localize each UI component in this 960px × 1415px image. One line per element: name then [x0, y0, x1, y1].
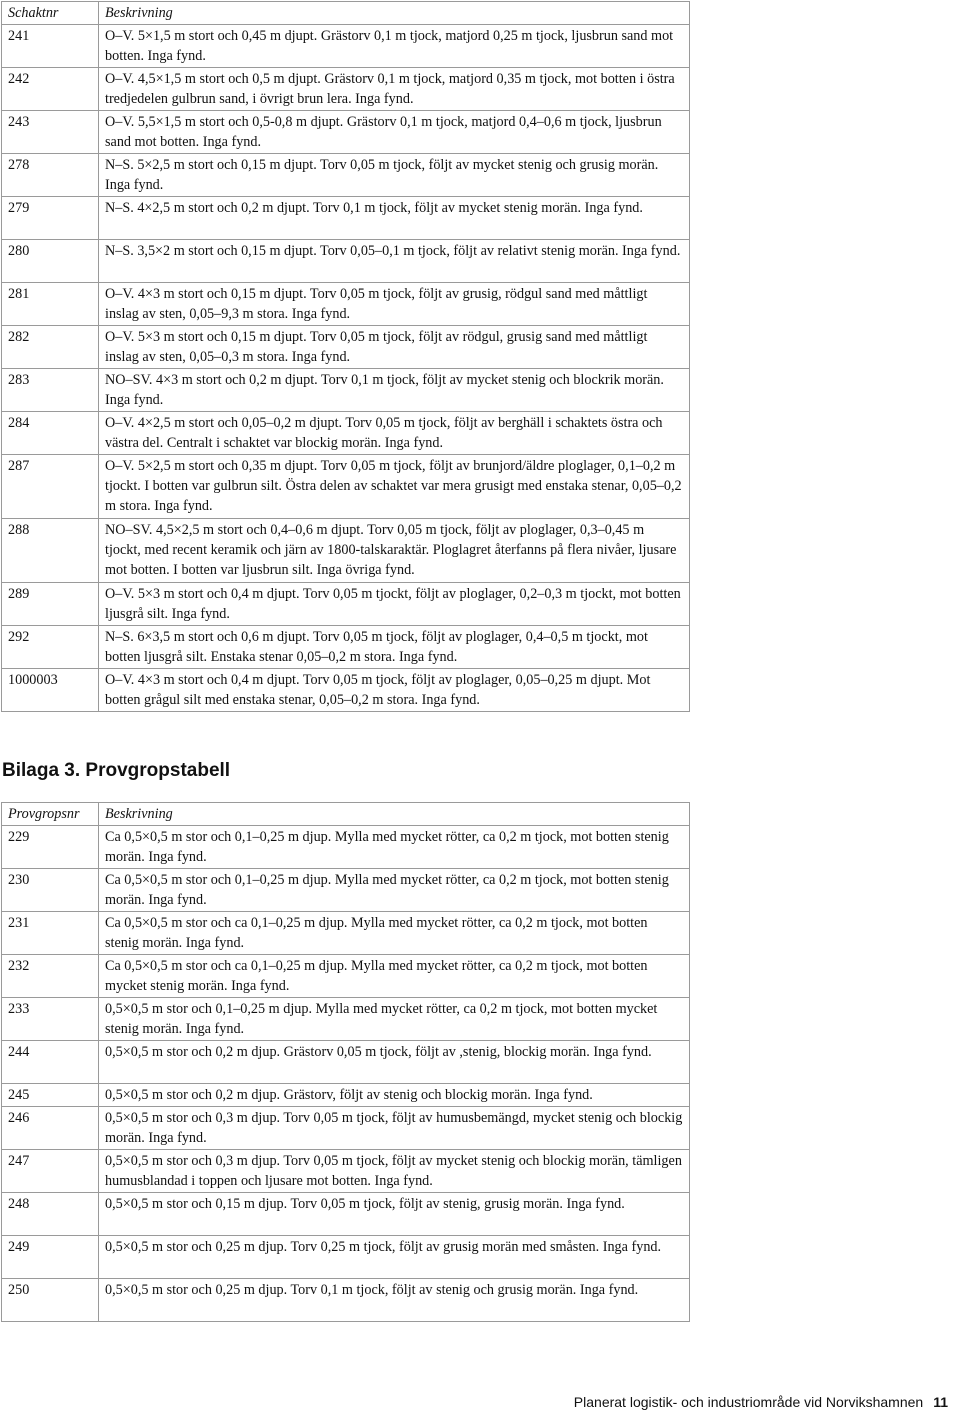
- test-pit-description: 0,5×0,5 m stor och 0,25 m djup. Torv 0,25 m tjock, följt av grusig morän med småsten. Inga fynd.: [99, 1236, 690, 1279]
- table-row: [2, 1193, 690, 1236]
- table-row: [2, 869, 690, 912]
- column-header-description: Beskrivning: [99, 803, 690, 826]
- trench-description: N–S. 4×2,5 m stort och 0,2 m djupt. Torv 0,1 m tjock, följt av mycket stenig morän. Inga fynd.: [99, 197, 690, 240]
- test-pit-number: 247: [2, 1150, 99, 1193]
- trench-number: 289: [2, 583, 99, 626]
- trench-description: N–S. 3,5×2 m stort och 0,15 m djupt. Torv 0,05–0,1 m tjock, följt av relativt stenig morän. Inga fynd.: [99, 240, 690, 283]
- table-row: [2, 519, 690, 583]
- test-pit-table: [1, 802, 690, 1322]
- trench-number: 281: [2, 283, 99, 326]
- test-pit-description: 0,5×0,5 m stor och 0,2 m djup. Grästorv 0,05 m tjock, följt av ,stenig, blockig morän. Inga fynd.: [99, 1041, 690, 1084]
- test-pit-description: Ca 0,5×0,5 m stor och 0,1–0,25 m djup. Mylla med mycket rötter, ca 0,2 m tjock, mot botten stenig morän. Inga fynd.: [99, 826, 690, 869]
- test-pit-number: 231: [2, 912, 99, 955]
- trench-number: 287: [2, 455, 99, 519]
- trench-description: NO–SV. 4,5×2,5 m stort och 0,4–0,6 m djupt. Torv 0,05 m tjock, följt av ploglager, 0,3–0,45 m tjockt, med recent keramik och järn av 1800-talskaraktär. Ploglagret återfanns på flera nivåer, ljusare mot botten. I botten var ljusbrun silt. Inga övriga fynd.: [99, 519, 690, 583]
- trench-number: 242: [2, 68, 99, 111]
- column-header-test-pit-no: Provgropsnr: [2, 803, 99, 826]
- trench-number: 288: [2, 519, 99, 583]
- table-row: [2, 283, 690, 326]
- test-pit-description: 0,5×0,5 m stor och 0,3 m djup. Torv 0,05 m tjock, följt av mycket stenig och blockig morän, tämligen humusblandad i toppen och ljusare mot botten. Inga fynd.: [99, 1150, 690, 1193]
- table-row: [2, 1041, 690, 1084]
- trench-number: 280: [2, 240, 99, 283]
- table-row: [2, 326, 690, 369]
- table-row: [2, 1279, 690, 1322]
- column-header-description: Beskrivning: [99, 2, 690, 25]
- table-row: [2, 1084, 690, 1107]
- test-pit-description: Ca 0,5×0,5 m stor och ca 0,1–0,25 m djup. Mylla med mycket rötter, ca 0,2 m tjock, mot botten mycket stenig morän. Inga fynd.: [99, 955, 690, 998]
- test-pit-description: 0,5×0,5 m stor och 0,25 m djup. Torv 0,1 m tjock, följt av stenig och grusig morän. Inga fynd.: [99, 1279, 690, 1322]
- section-title: Bilaga 3. Provgropstabell: [2, 760, 231, 781]
- test-pit-description: Ca 0,5×0,5 m stor och 0,1–0,25 m djup. Mylla med mycket rötter, ca 0,2 m tjock, mot botten stenig morän. Inga fynd.: [99, 869, 690, 912]
- trench-number: 292: [2, 626, 99, 669]
- trench-description: O–V. 5×2,5 m stort och 0,35 m djupt. Torv 0,05 m tjock, följt av brunjord/äldre ploglager, 0,1–0,2 m tjockt. I botten var gulbrun silt. Östra delen av schaktet var mera grusigt med enstaka stenar, 0,05–0,2 m stora. Inga fynd.: [99, 455, 690, 519]
- test-pit-number: 249: [2, 1236, 99, 1279]
- table-row: [2, 669, 690, 712]
- trench-description: O–V. 5×3 m stort och 0,15 m djupt. Torv 0,05 m tjock, följt av rödgul, grusig sand med måttligt inslag av sten, 0,05–0,3 m stora. Inga fynd.: [99, 326, 690, 369]
- test-pit-number: 230: [2, 869, 99, 912]
- trench-description: NO–SV. 4×3 m stort och 0,2 m djupt. Torv 0,1 m tjock, följt av mycket stenig och blockrik morän. Inga fynd.: [99, 369, 690, 412]
- test-pit-number: 248: [2, 1193, 99, 1236]
- trench-number: 284: [2, 412, 99, 455]
- test-pit-description: Ca 0,5×0,5 m stor och ca 0,1–0,25 m djup. Mylla med mycket rötter, ca 0,2 m tjock, mot botten stenig morän. Inga fynd.: [99, 912, 690, 955]
- table-row: [2, 1107, 690, 1150]
- trench-number: 282: [2, 326, 99, 369]
- trench-description: O–V. 5×1,5 m stort och 0,45 m djupt. Grästorv 0,1 m tjock, matjord 0,25 m tjock, ljusbrun sand mot botten. Inga fynd.: [99, 25, 690, 68]
- table-row: [2, 998, 690, 1041]
- table-header-row: [2, 803, 690, 826]
- trench-number: 278: [2, 154, 99, 197]
- table-row: [2, 369, 690, 412]
- table-row: [2, 955, 690, 998]
- trench-number: 283: [2, 369, 99, 412]
- table-row: [2, 912, 690, 955]
- test-pit-description: 0,5×0,5 m stor och 0,1–0,25 m djup. Mylla med mycket rötter, ca 0,2 m tjock, mot botten mycket stenig morän. Inga fynd.: [99, 998, 690, 1041]
- test-pit-number: 229: [2, 826, 99, 869]
- trench-number: 1000003: [2, 669, 99, 712]
- table-row: [2, 1150, 690, 1193]
- test-pit-number: 232: [2, 955, 99, 998]
- test-pit-description: 0,5×0,5 m stor och 0,3 m djup. Torv 0,05 m tjock, följt av humusbemängd, mycket stenig och blockig morän. Inga fynd.: [99, 1107, 690, 1150]
- trench-description: N–S. 6×3,5 m stort och 0,6 m djupt. Torv 0,05 m tjock, följt av ploglager, 0,4–0,5 m tjockt, mot botten ljusgrå silt. Enstaka stenar 0,05–0,2 m stora. Inga fynd.: [99, 626, 690, 669]
- table-row: [2, 25, 690, 68]
- table-row: [2, 412, 690, 455]
- trench-table: [1, 1, 690, 712]
- footer-title: Planerat logistik- och industriområde vid Norvikshamnen: [573, 1394, 924, 1410]
- page-footer: [574, 1394, 948, 1410]
- test-pit-number: 244: [2, 1041, 99, 1084]
- trench-description: O–V. 5,5×1,5 m stort och 0,5-0,8 m djupt. Grästorv 0,1 m tjock, matjord 0,4–0,6 m tjock, ljusbrun sand mot botten. Inga fynd.: [99, 111, 690, 154]
- test-pit-number: 233: [2, 998, 99, 1041]
- test-pit-description: 0,5×0,5 m stor och 0,2 m djup. Grästorv, följt av stenig och blockig morän. Inga fynd.: [99, 1084, 690, 1107]
- trench-description: O–V. 5×3 m stort och 0,4 m djupt. Torv 0,05 m tjockt, följt av ploglager, 0,2–0,3 m tjockt, mot botten ljusgrå silt. Inga fynd.: [99, 583, 690, 626]
- table-row: [2, 626, 690, 669]
- table-header-row: [2, 2, 690, 25]
- table-row: [2, 68, 690, 111]
- table-row: [2, 455, 690, 519]
- table-row: [2, 154, 690, 197]
- trench-description: O–V. 4×2,5 m stort och 0,05–0,2 m djupt. Torv 0,05 m tjock, följt av berghäll i schaktets östra och västra del. Centralt i schaktet var blockig morän. Inga fynd.: [99, 412, 690, 455]
- trench-description: O–V. 4,5×1,5 m stort och 0,5 m djupt. Grästorv 0,1 m tjock, matjord 0,35 m tjock, mot botten i östra tredjedelen gulbrun sand, i övrigt brun lera. Inga fynd.: [99, 68, 690, 111]
- table-row: [2, 240, 690, 283]
- table-row: [2, 111, 690, 154]
- test-pit-number: 250: [2, 1279, 99, 1322]
- table-row: [2, 1236, 690, 1279]
- trench-description: N–S. 5×2,5 m stort och 0,15 m djupt. Torv 0,05 m tjock, följt av mycket stenig och grusig morän. Inga fynd.: [99, 154, 690, 197]
- trench-number: 241: [2, 25, 99, 68]
- test-pit-number: 246: [2, 1107, 99, 1150]
- trench-description: O–V. 4×3 m stort och 0,4 m djupt. Torv 0,05 m tjock, följt av ploglager, 0,05–0,25 m djupt. Mot botten grågul silt med enstaka stenar, 0,05–0,2 m stora. Inga fynd.: [99, 669, 690, 712]
- trench-description: O–V. 4×3 m stort och 0,15 m djupt. Torv 0,05 m tjock, följt av grusig, rödgul sand med måttligt inslag av sten, 0,05–9,3 m stora. Inga fynd.: [99, 283, 690, 326]
- page-number: 11: [933, 1394, 948, 1410]
- table-row: [2, 197, 690, 240]
- test-pit-description: 0,5×0,5 m stor och 0,15 m djup. Torv 0,05 m tjock, följt av stenig, grusig morän. Inga fynd.: [99, 1193, 690, 1236]
- test-pit-number: 245: [2, 1084, 99, 1107]
- trench-number: 243: [2, 111, 99, 154]
- trench-number: 279: [2, 197, 99, 240]
- table-row: [2, 583, 690, 626]
- table-row: [2, 826, 690, 869]
- column-header-trench-no: Schaktnr: [2, 2, 99, 25]
